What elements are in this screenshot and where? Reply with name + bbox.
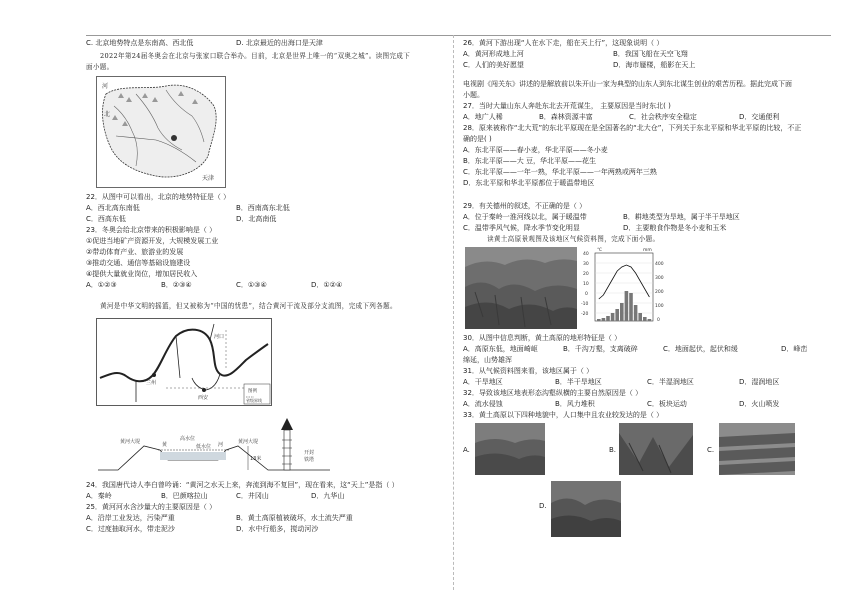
section-label-levee-right: 黄河大堤 [238,439,259,445]
intro-winter-olympics: 2022年第24届冬奥会在北京与张家口联合举办。目前，北京是世界上唯一的“双奥之城”。读图完成下 [100,52,411,60]
map2-label-xian: 西安 [198,395,209,401]
q29-option-c: C．温带季风气候，降水季节变化明显 [463,224,580,232]
q25-options-cd [86,524,448,535]
section-label-low-water: 低水位 [196,444,212,450]
q22-option-a: A．西北高东南低 [86,204,140,212]
q33-photo-d [551,481,621,537]
section-label-13m: 13米 [250,456,262,462]
q31-option-d: D．湿润地区 [739,378,780,386]
right-column [463,38,831,543]
q29-option-a: A．位于秦岭一淮河线以北，属于暖温带 [463,213,587,221]
q28-option-b: B．东北平原——大 豆，华北平原——花生 [463,157,597,165]
q24-option-d: D．九华山 [311,492,345,500]
q30-option-b: B．千沟万壑，支离破碎 [563,345,638,353]
q26-options-ab [463,49,831,60]
climate-chart [581,247,667,329]
q22-stem: 22．从图中可以看出，北京的地势特征是（ ） [86,193,231,201]
map1-label-bei: 北 [104,111,111,118]
yellow-river-map [96,318,272,406]
q24-stem: 24．我国唐代诗人李白曾吟诵：“黄河之水天上来，奔流到海不复回”，现在看来，这“天上”是指（ ） [86,481,399,489]
q33-photo-options [463,423,831,543]
precip-bar [615,309,619,321]
axis-tick-minus20: -20 [581,312,589,317]
map2-legend-title: 图例 [248,389,257,394]
q33-label-c: C. [707,446,715,454]
q22-option-d: D．北高南低 [236,215,277,223]
map1-label-he: 河 [102,83,109,90]
q24-option-b: B．巴颜喀拉山 [161,492,208,500]
q29-options-ab [463,212,831,223]
q30-option-a: A．高原东低，地面崎岖 [463,345,538,353]
q28-stem: 28．原来被称作“北大荒”的东北平原现在是全国著名的“北大仓”，下列关于东北平原和华北平原的比较，不正 [463,124,802,132]
precip-bar [634,305,638,321]
q21-option-c: C. 北京地势特点是东南高、西北低 [86,39,194,47]
q31-stem: 31．从气候资料图来看，该地区属于（ ） [463,367,594,375]
axis-tick-400: 400 [655,262,664,267]
intro-chuang-guandong: 电视剧《闯关东》讲述的是解放前以朱开山一家为典型的山东人到东北谋生创业的艰苦历程。据此完成下面 [463,80,792,88]
q31-option-a: A．干旱地区 [463,378,503,386]
q27-options [463,112,831,123]
q32-stem: 32．导致该地区地表形态沟壑纵横的主要自然原因是（ ） [463,389,643,397]
q23-option-b: B．②③④ [161,281,192,289]
q22-option-b: B．西南高东北低 [236,204,290,212]
q27-option-b: B．森林资源丰富 [539,113,593,121]
map2-legend-boundary: 省级界线 [246,398,262,403]
map2-label-hekou: 河口 [214,334,225,340]
q33-label-b: B. [609,446,617,454]
q21-option-d: D. 北京最近的出海口是天津 [236,39,323,47]
q29-option-d: D．主要粮食作物是冬小麦和玉米 [623,224,727,232]
axis-unit-mm: mm [643,248,652,253]
intro-winter-olympics-cont: 面小题。 [86,63,114,71]
precip-bar [611,313,615,321]
axis-tick-100: 100 [655,304,664,309]
q33-photo-b [619,423,693,475]
precip-bar [648,319,652,321]
q25-option-b: B．黄土高原植被破坏，水土流失严重 [236,514,353,522]
beijing-terrain-map [96,76,226,188]
q24-option-c: C．井冈山 [236,492,269,500]
precip-bar [629,293,633,321]
q30-stem: 30．从图中信息判断，黄土高原的地形特征是（ ） [463,334,622,342]
precip-bar [643,317,647,321]
q26-option-c: C．人们的美好愿望 [463,61,524,69]
q23-option-d: D．①②④ [311,281,343,289]
axis-tick-0: 0 [585,292,588,297]
precip-bar [606,316,610,321]
axis-unit-celsius: ℃ [597,248,603,253]
q27-option-d: D．交通便利 [739,113,780,121]
intro-loess-plateau: 读黄土高原景观图及该地区气候资料图，完成下面小题。 [487,235,660,243]
q27-stem: 27．当时大量山东人奔赴东北去开荒谋生， 主要原因是当时东北( ) [463,102,671,110]
left-column [86,38,448,535]
q32-option-c: C．板块运动 [647,400,687,408]
q26-options-cd [463,60,831,71]
q26-option-d: D．海市蜃楼，船影在天上 [613,61,696,69]
q30-option-c: C．地面起伏，起伏和缓 [663,345,738,353]
q32-option-b: B．风力堆积 [555,400,595,408]
q33-label-a: A. [463,446,470,454]
q29-stem: 29．有关德州的叙述，不正确的是（ ） [463,202,587,210]
q22-options-ab [86,203,448,214]
q33-stem: 33．黄土高原以下四种地貌中，人口集中且农业较发达的是（ ） [463,411,664,419]
q29-options-cd [463,223,831,234]
section-label-tower: 铁塔 [304,457,315,463]
q30-option-d-cont: 绵延，山势雄浑 [463,356,512,364]
q23-item-2: ②带动体育产业、旅游业的发展 [86,248,184,256]
q26-option-b: B．我国飞船在天空飞翔 [613,50,688,58]
precip-bar [597,319,601,321]
section-label-high-water: 高水位 [180,436,196,442]
precip-bar [638,313,642,321]
q25-option-a: A．沿岸工业发达，污染严重 [86,514,175,522]
q28-option-c: C．东北平原——一年一熟，华北平原——一年两熟或两年三熟 [463,168,657,176]
q27-option-a: A．地广人稀 [463,113,503,121]
q25-option-d: D．水中行船多，搅动河沙 [236,525,319,533]
intro-chuang-guandong-cont: 小题。 [463,91,484,99]
q29-option-b: B．耕地类型为旱地，属于半干旱地区 [623,213,740,221]
q30-options [463,344,831,355]
q33-photo-a [475,423,545,475]
axis-tick-200: 200 [655,290,664,295]
axis-tick-30: 30 [583,262,589,267]
axis-tick-300: 300 [655,276,664,281]
q28-stem-cont: 确的是( ) [463,135,492,143]
map2-label-lanzhou: 兰州 [146,380,157,386]
axis-tick-minus10: -10 [581,302,589,307]
q31-options [463,377,831,388]
q33-photo-c [719,423,795,475]
q27-option-c: C．社会秩序安全稳定 [629,113,697,121]
q23-item-3: ③推动交通、通信等基础设施建设 [86,259,191,267]
q25-options-ab [86,513,448,524]
q32-option-d: D．火山喷发 [739,400,780,408]
q33-label-d: D. [539,502,547,510]
q25-stem: 25．黄河河水含沙量大的主要原因是（ ） [86,503,217,511]
q31-option-b: B．半干旱地区 [555,378,602,386]
q30-option-d: D．峰峦 [781,345,808,353]
q31-option-c: C．半湿润地区 [647,378,694,386]
q21-options-cd [86,38,448,49]
q23-options [86,280,448,291]
loess-figures [463,247,831,331]
axis-tick-20: 20 [583,272,589,277]
loess-landscape-photo [465,247,577,329]
section-label-kaifeng: 开封 [304,450,315,456]
page-top-rule [86,35,831,36]
q32-option-a: A．流水侵蚀 [463,400,503,408]
section-label-huang: 黄 [162,442,168,448]
column-divider [453,35,454,590]
river-cross-section-diagram [98,410,330,474]
q28-option-d: D．东北平原和华北平原都位于暖温带地区 [463,179,595,187]
intro-yellow-river: 黄河是中华文明的摇篮，但又被称为“中国的忧患”，结合黄河干流及部分支流图，完成下列各题。 [100,302,397,310]
precip-bar [620,303,624,321]
q23-item-1: ①促进当地矿产资源开发，大规模发展工业 [86,237,219,245]
section-label-levee-left: 黄河大堤 [120,439,141,445]
q26-stem: 26．黄河下游出现“人在水下走，船在天上行”，这现象说明（ ） [463,39,664,47]
q22-options-cd [86,214,448,225]
q22-option-c: C．西高东低 [86,215,126,223]
q23-option-c: C．①③④ [236,281,267,289]
axis-tick-40: 40 [583,252,589,257]
q28-option-a: A．东北平原——春小麦，华北平原——冬小麦 [463,146,608,154]
q23-item-4: ④提供大量就业岗位，增加居民收入 [86,270,198,278]
q24-option-a: A．秦岭 [86,492,112,500]
q24-options [86,491,448,502]
precip-bar [602,318,606,321]
q32-options [463,399,831,410]
q25-option-c: C．过度抽取河水，带走泥沙 [86,525,175,533]
map1-label-tianjin: 天津 [202,175,215,182]
axis-tick-0mm: 0 [657,318,660,323]
q26-option-a: A．黄河形成地上河 [463,50,524,58]
section-label-he: 河 [218,442,224,448]
axis-tick-10: 10 [583,282,589,287]
precip-bar [625,291,629,321]
q23-option-a: A．①②③ [86,281,117,289]
q23-stem: 23．冬奥会给北京带来的积极影响是（ ） [86,226,217,234]
